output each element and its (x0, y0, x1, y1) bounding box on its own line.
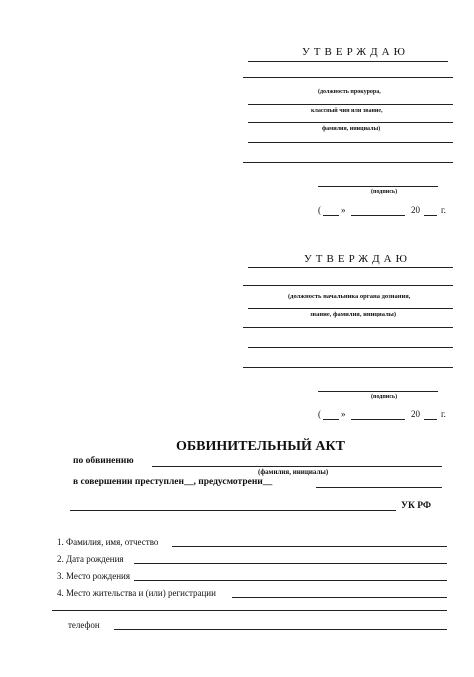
full-name-line (172, 546, 447, 547)
prosecutor-date-year-line (424, 215, 437, 216)
criminal-code-line (70, 510, 396, 511)
prosecutor-position-line-1 (243, 77, 453, 78)
birth-date-line (134, 563, 447, 564)
prosecutor-date-close: » (341, 205, 346, 215)
birth-place-line (134, 580, 447, 581)
inquiry-signature-line (318, 391, 438, 392)
inquiry-date-year-suffix: г. (441, 409, 446, 419)
accused-name-line (152, 466, 442, 467)
crime-article-line (316, 487, 442, 488)
inquiry-heading-underline (248, 267, 453, 268)
inquiry-date-year-line (424, 419, 437, 420)
inquiry-position-line-3 (243, 327, 453, 328)
inquiry-date-open: ( (318, 409, 321, 419)
inquiry-head-approval-block (0, 230, 474, 430)
inquiry-position-line-1 (243, 285, 453, 286)
inquiry-position-line-2 (248, 308, 453, 309)
inquiry-rank-hint: звание, фамилия, инициалы) (310, 311, 396, 318)
accusation-label: по обвинению (73, 456, 134, 466)
prosecutor-name-hint: фамилия, инициалы) (322, 126, 381, 132)
prosecutor-date-open: ( (318, 205, 321, 215)
personal-data-section (0, 530, 474, 640)
prosecutor-heading-underline (248, 61, 448, 62)
inquiry-date-day-line (323, 419, 339, 420)
full-name-label: 1. Фамилия, имя, отчество (57, 537, 159, 547)
inquiry-signature-hint: (подпись) (371, 394, 398, 400)
crime-label: в совершении преступлен__, предусмотрени__ (73, 477, 273, 487)
prosecutor-date-year-prefix: 20 (411, 205, 420, 215)
birth-place-label: 3. Место рождения (57, 571, 131, 581)
prosecutor-position-line-3 (248, 122, 453, 123)
birth-date-label: 2. Дата рождения (57, 554, 124, 564)
prosecutor-approval-heading: УТВЕРЖДАЮ (302, 46, 409, 58)
criminal-code-label: УК РФ (401, 501, 432, 511)
phone-label: телефон (68, 620, 100, 630)
prosecutor-position-line-4 (248, 142, 453, 143)
prosecutor-position-hint: (должность прокурора, (318, 89, 381, 95)
inquiry-date-close: » (341, 409, 346, 419)
inquiry-date-month-line (351, 419, 405, 420)
residence-line-2 (52, 610, 447, 611)
phone-line (114, 629, 447, 630)
prosecutor-rank-hint: классный чин или звание, (311, 108, 383, 114)
prosecutor-date-year-suffix: г. (441, 205, 446, 215)
inquiry-head-approval-heading: УТВЕРЖДАЮ (304, 253, 411, 265)
inquiry-position-line-4 (248, 347, 453, 348)
inquiry-date-year-prefix: 20 (411, 409, 420, 419)
prosecutor-signature-hint: (подпись) (371, 189, 398, 195)
residence-label: 4. Место жительства и (или) регистрации (57, 588, 216, 598)
act-header (0, 430, 474, 520)
prosecutor-date-month-line (351, 215, 405, 216)
accused-name-hint: (фамилия, инициалы) (258, 468, 329, 476)
prosecutor-signature-line (318, 186, 438, 187)
prosecutor-approval-block (0, 0, 474, 230)
prosecutor-position-line-5 (243, 162, 453, 163)
inquiry-position-line-5 (243, 367, 453, 368)
residence-line (232, 597, 447, 598)
prosecutor-date-day-line (323, 215, 339, 216)
inquiry-position-hint: (должность начальника органа дознания, (288, 293, 411, 300)
act-title: ОБВИНИТЕЛЬНЫЙ АКТ (176, 439, 345, 454)
prosecutor-position-line-2 (248, 104, 453, 105)
